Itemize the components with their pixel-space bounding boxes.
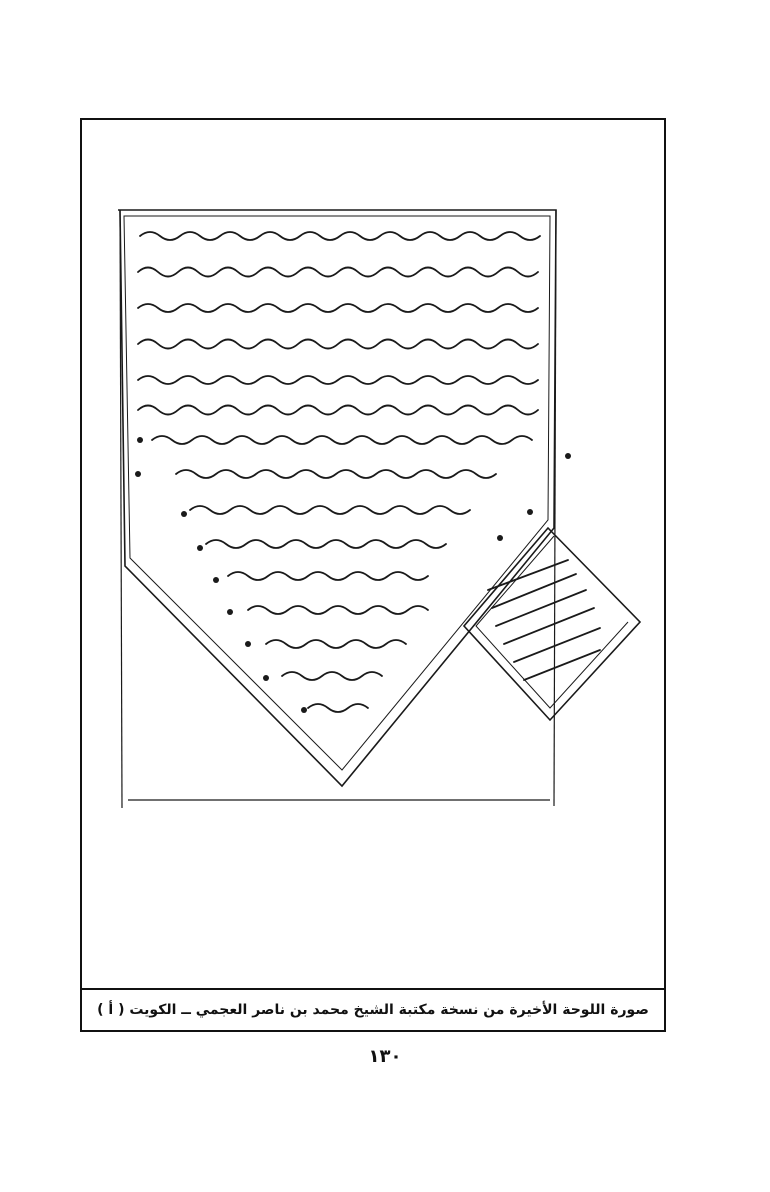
manuscript-drawing (80, 118, 666, 1018)
manuscript-image (80, 118, 666, 1018)
page-number: ١٣٠ (368, 1046, 402, 1067)
manuscript-page-outline (118, 210, 556, 786)
figure-caption: صورة اللوحة الأخيرة من نسخة مكتبة الشيخ محمد بن ناصر العجمي ــ الكويت ( أ ) (82, 988, 664, 1030)
manuscript-script-lines (138, 232, 600, 712)
